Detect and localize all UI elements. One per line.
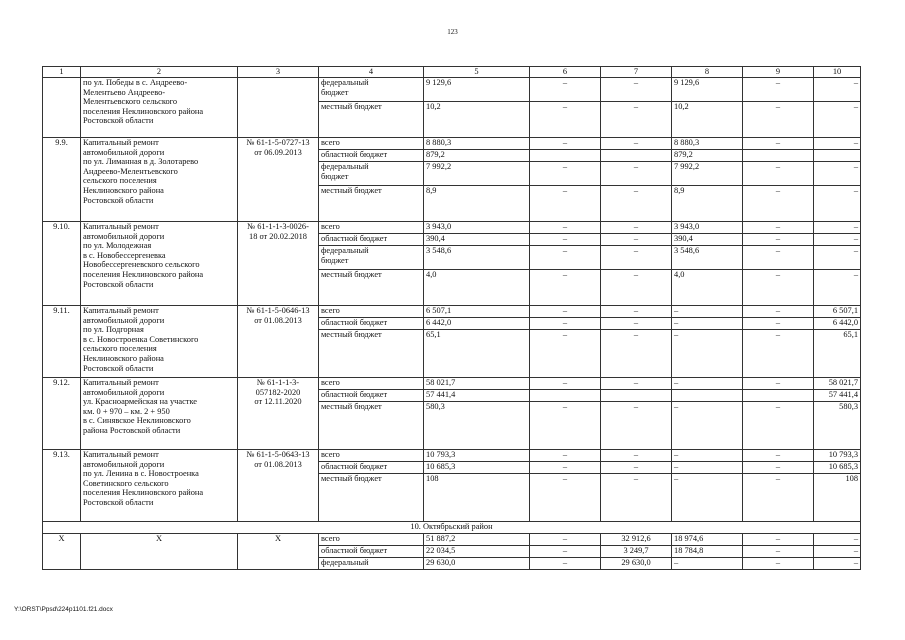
- column-number-row: [43, 67, 861, 78]
- amount-cell: –: [530, 534, 601, 546]
- amount-cell: 18 974,6: [672, 534, 743, 546]
- table-row: [43, 450, 861, 462]
- amount-cell: 580,3: [814, 402, 861, 450]
- amount-cell: 57 441,4: [814, 390, 861, 402]
- object-description: Капитальный ремонт автомобильной дороги по ул. Молодежная в с. Новобессергеневка Новобессергеневского сельского поселения Неклиновского района Ростовской области: [81, 222, 238, 306]
- amount-cell: 65,1: [424, 330, 530, 378]
- amount-cell: –: [743, 546, 814, 558]
- amount-cell: [672, 390, 743, 402]
- amount-cell: –: [601, 78, 672, 102]
- amount-cell: –: [672, 330, 743, 378]
- amount-cell: –: [672, 462, 743, 474]
- amount-cell: –: [601, 306, 672, 318]
- funding-source: федеральный: [319, 558, 424, 570]
- amount-cell: –: [530, 330, 601, 378]
- amount-cell: 32 912,6: [601, 534, 672, 546]
- item-number: [43, 78, 81, 138]
- amount-cell: 10 685,3: [424, 462, 530, 474]
- amount-cell: –: [814, 222, 861, 234]
- amount-cell: 51 887,2: [424, 534, 530, 546]
- amount-cell: 108: [814, 474, 861, 522]
- funding-source: всего: [319, 450, 424, 462]
- amount-cell: –: [743, 306, 814, 318]
- funding-source: местный бюджет: [319, 474, 424, 522]
- project-document: Х: [238, 534, 319, 570]
- amount-cell: 8,9: [424, 186, 530, 222]
- funding-source: федеральный бюджет: [319, 78, 424, 102]
- item-number: 9.12.: [43, 378, 81, 450]
- amount-cell: 10,2: [424, 102, 530, 138]
- amount-cell: 10 685,3: [814, 462, 861, 474]
- amount-cell: 8 880,3: [424, 138, 530, 150]
- object-description: Капитальный ремонт автомобильной дороги по ул. Лиманная в д. Золотарево Андреево-Мелентьевского сельского поселения Неклиновского района Ростовской области: [81, 138, 238, 222]
- object-description: Х: [81, 534, 238, 570]
- table-row: [43, 78, 861, 102]
- item-number: 9.10.: [43, 222, 81, 306]
- amount-cell: –: [530, 318, 601, 330]
- page-number: 123: [447, 28, 458, 36]
- amount-cell: –: [814, 270, 861, 306]
- amount-cell: –: [743, 78, 814, 102]
- amount-cell: 879,2: [424, 150, 530, 162]
- item-number: 9.11.: [43, 306, 81, 378]
- amount-cell: –: [814, 78, 861, 102]
- amount-cell: –: [672, 450, 743, 462]
- amount-cell: –: [743, 186, 814, 222]
- funding-source: областной бюджет: [319, 390, 424, 402]
- amount-cell: 58 021,7: [424, 378, 530, 390]
- amount-cell: –: [530, 474, 601, 522]
- amount-cell: 57 441,4: [424, 390, 530, 402]
- amount-cell: –: [530, 402, 601, 450]
- amount-cell: –: [530, 378, 601, 390]
- amount-cell: 58 021,7: [814, 378, 861, 390]
- amount-cell: –: [743, 534, 814, 546]
- amount-cell: –: [672, 306, 743, 318]
- amount-cell: –: [530, 162, 601, 186]
- amount-cell: –: [530, 138, 601, 150]
- amount-cell: 65,1: [814, 330, 861, 378]
- column-header: 2: [81, 67, 238, 78]
- amount-cell: –: [601, 474, 672, 522]
- object-description: Капитальный ремонт автомобильной дороги по ул. Ленина в с. Новостроенка Советинского сельского поселения Неклиновского района Ростовской области: [81, 450, 238, 522]
- column-header: 9: [743, 67, 814, 78]
- amount-cell: 6 442,0: [814, 318, 861, 330]
- amount-cell: –: [530, 270, 601, 306]
- amount-cell: –: [530, 234, 601, 246]
- amount-cell: 3 548,6: [672, 246, 743, 270]
- amount-cell: –: [601, 162, 672, 186]
- amount-cell: 6 507,1: [814, 306, 861, 318]
- amount-cell: 9 129,6: [424, 78, 530, 102]
- funding-source: местный бюджет: [319, 102, 424, 138]
- project-document: № 61-1-5-0727-13 от 06.09.2013: [238, 138, 319, 222]
- column-header: 10: [814, 67, 861, 78]
- amount-cell: 6 507,1: [424, 306, 530, 318]
- amount-cell: 879,2: [672, 150, 743, 162]
- table-row: [43, 222, 861, 234]
- amount-cell: –: [814, 162, 861, 186]
- object-description: Капитальный ремонт автомобильной дороги по ул. Подгорная в с. Новостроенка Советинского сельского поселения Неклиновского района Ростовской области: [81, 306, 238, 378]
- amount-cell: 8,9: [672, 186, 743, 222]
- object-description: Капитальный ремонт автомобильной дороги ул. Красноармейская на участке км. 0 + 970 – км. 2 + 950 в с. Синявское Неклиновского района Ростовской области: [81, 378, 238, 450]
- table-row: [43, 378, 861, 390]
- amount-cell: 8 880,3: [672, 138, 743, 150]
- amount-cell: –: [814, 234, 861, 246]
- amount-cell: –: [601, 450, 672, 462]
- table-row: [43, 138, 861, 150]
- amount-cell: –: [601, 462, 672, 474]
- amount-cell: –: [814, 102, 861, 138]
- amount-cell: –: [601, 318, 672, 330]
- amount-cell: 7 992,2: [672, 162, 743, 186]
- amount-cell: –: [530, 450, 601, 462]
- amount-cell: –: [743, 378, 814, 390]
- item-number: Х: [43, 534, 81, 570]
- funding-source: областной бюджет: [319, 150, 424, 162]
- amount-cell: –: [743, 318, 814, 330]
- amount-cell: –: [743, 474, 814, 522]
- amount-cell: –: [530, 462, 601, 474]
- amount-cell: 6 442,0: [424, 318, 530, 330]
- amount-cell: –: [743, 450, 814, 462]
- amount-cell: –: [743, 270, 814, 306]
- column-header: 8: [672, 67, 743, 78]
- column-header: 7: [601, 67, 672, 78]
- funding-source: местный бюджет: [319, 186, 424, 222]
- amount-cell: 10 793,3: [814, 450, 861, 462]
- amount-cell: –: [530, 222, 601, 234]
- amount-cell: –: [530, 306, 601, 318]
- column-header: 5: [424, 67, 530, 78]
- amount-cell: –: [814, 534, 861, 546]
- project-document: № 61-1-1-3-0026- 18 от 20.02.2018: [238, 222, 319, 306]
- amount-cell: [814, 150, 861, 162]
- amount-cell: –: [601, 186, 672, 222]
- amount-cell: 3 548,6: [424, 246, 530, 270]
- amount-cell: 10 793,3: [424, 450, 530, 462]
- amount-cell: 10,2: [672, 102, 743, 138]
- amount-cell: –: [743, 246, 814, 270]
- amount-cell: –: [743, 330, 814, 378]
- budget-table: [42, 66, 861, 570]
- funding-source: всего: [319, 378, 424, 390]
- amount-cell: 3 249,7: [601, 546, 672, 558]
- amount-cell: –: [743, 558, 814, 570]
- funding-source: всего: [319, 138, 424, 150]
- project-document: № 61-1-5-0643-13 от 01.08.2013: [238, 450, 319, 522]
- amount-cell: [601, 150, 672, 162]
- amount-cell: 22 034,5: [424, 546, 530, 558]
- amount-cell: –: [743, 462, 814, 474]
- funding-source: областной бюджет: [319, 462, 424, 474]
- amount-cell: –: [530, 78, 601, 102]
- section-heading: 10. Октябрьский район: [43, 522, 861, 534]
- item-number: 9.13.: [43, 450, 81, 522]
- column-header: 1: [43, 67, 81, 78]
- amount-cell: 29 630,0: [601, 558, 672, 570]
- amount-cell: –: [814, 558, 861, 570]
- amount-cell: [743, 150, 814, 162]
- amount-cell: –: [814, 546, 861, 558]
- funding-source: местный бюджет: [319, 330, 424, 378]
- amount-cell: –: [743, 222, 814, 234]
- file-path-footer: Y:\ORST\Ppsd\224p1101.f21.docx: [14, 606, 113, 613]
- amount-cell: –: [601, 102, 672, 138]
- amount-cell: 29 630,0: [424, 558, 530, 570]
- table-row: [43, 534, 861, 546]
- project-document: [238, 78, 319, 138]
- amount-cell: –: [601, 222, 672, 234]
- project-document: № 61-1-1-3- 057182-2020 от 12.11.2020: [238, 378, 319, 450]
- amount-cell: –: [601, 138, 672, 150]
- column-header: 3: [238, 67, 319, 78]
- amount-cell: 108: [424, 474, 530, 522]
- amount-cell: 580,3: [424, 402, 530, 450]
- amount-cell: –: [601, 270, 672, 306]
- amount-cell: –: [672, 378, 743, 390]
- funding-source: всего: [319, 534, 424, 546]
- amount-cell: –: [530, 246, 601, 270]
- funding-source: областной бюджет: [319, 234, 424, 246]
- amount-cell: 4,0: [424, 270, 530, 306]
- funding-source: областной бюджет: [319, 546, 424, 558]
- column-header: 6: [530, 67, 601, 78]
- amount-cell: –: [530, 102, 601, 138]
- column-header: 4: [319, 67, 424, 78]
- funding-source: местный бюджет: [319, 402, 424, 450]
- amount-cell: [530, 150, 601, 162]
- project-document: № 61-1-5-0646-13 от 01.08.2013: [238, 306, 319, 378]
- amount-cell: [743, 390, 814, 402]
- object-description: по ул. Победы в с. Андреево- Мелентьево Андреево- Мелентьевского сельского поселения Неклиновского района Ростовской области: [81, 78, 238, 138]
- funding-source: местный бюджет: [319, 270, 424, 306]
- funding-source: федеральный бюджет: [319, 162, 424, 186]
- amount-cell: –: [672, 402, 743, 450]
- amount-cell: 9 129,6: [672, 78, 743, 102]
- amount-cell: –: [530, 546, 601, 558]
- amount-cell: –: [814, 246, 861, 270]
- amount-cell: –: [743, 138, 814, 150]
- amount-cell: [601, 390, 672, 402]
- amount-cell: 18 784,8: [672, 546, 743, 558]
- amount-cell: –: [743, 234, 814, 246]
- amount-cell: –: [601, 330, 672, 378]
- amount-cell: –: [814, 186, 861, 222]
- amount-cell: 3 943,0: [424, 222, 530, 234]
- funding-source: федеральный бюджет: [319, 246, 424, 270]
- amount-cell: –: [601, 378, 672, 390]
- amount-cell: 3 943,0: [672, 222, 743, 234]
- amount-cell: –: [672, 318, 743, 330]
- amount-cell: [530, 390, 601, 402]
- amount-cell: 390,4: [672, 234, 743, 246]
- amount-cell: –: [530, 558, 601, 570]
- section-heading-row: [43, 522, 861, 534]
- amount-cell: –: [672, 558, 743, 570]
- amount-cell: 7 992,2: [424, 162, 530, 186]
- funding-source: всего: [319, 306, 424, 318]
- amount-cell: 390,4: [424, 234, 530, 246]
- amount-cell: –: [601, 402, 672, 450]
- table-row: [43, 306, 861, 318]
- amount-cell: –: [743, 102, 814, 138]
- funding-source: всего: [319, 222, 424, 234]
- amount-cell: –: [743, 402, 814, 450]
- amount-cell: –: [814, 138, 861, 150]
- amount-cell: –: [601, 246, 672, 270]
- item-number: 9.9.: [43, 138, 81, 222]
- amount-cell: –: [672, 474, 743, 522]
- amount-cell: 4,0: [672, 270, 743, 306]
- amount-cell: –: [530, 186, 601, 222]
- amount-cell: –: [601, 234, 672, 246]
- amount-cell: –: [743, 162, 814, 186]
- funding-source: областной бюджет: [319, 318, 424, 330]
